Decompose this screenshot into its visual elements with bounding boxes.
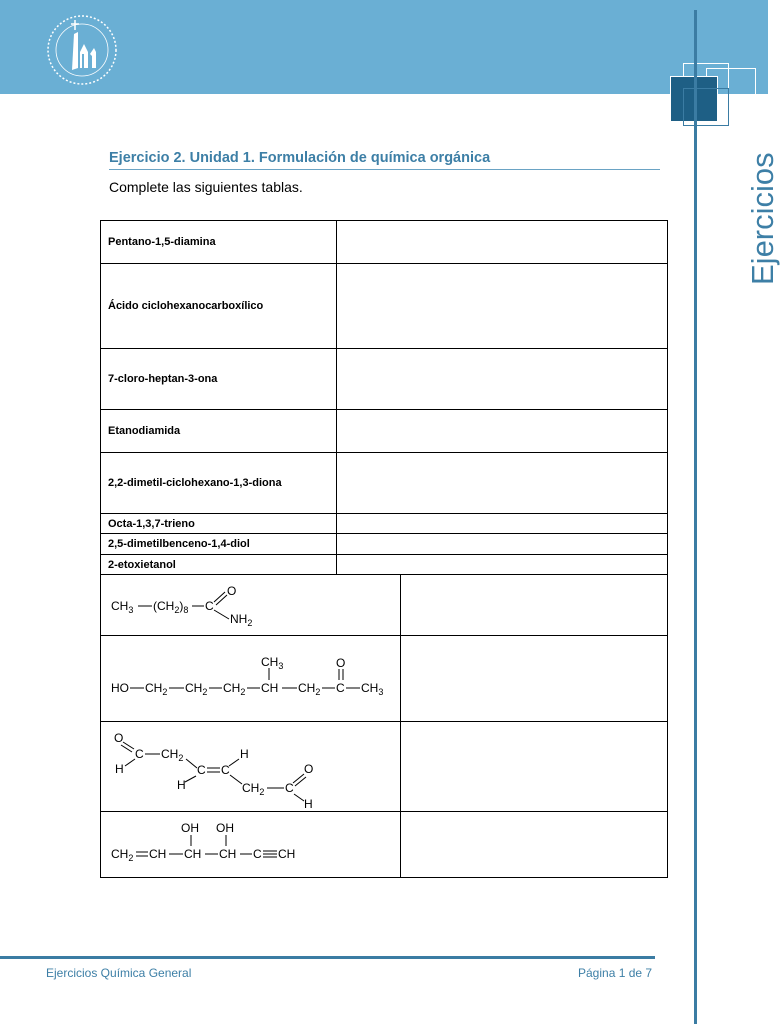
table-row: [101, 514, 668, 534]
compound-name: Pentano-1,5-diamina: [101, 221, 337, 264]
svg-text:C: C: [221, 763, 230, 777]
table-row: [101, 221, 668, 264]
svg-text:H: H: [304, 797, 313, 811]
structural-formula-hexenynediol: [101, 812, 400, 877]
compound-name: 2-etoxietanol: [101, 555, 337, 575]
structures-table: [100, 574, 668, 878]
svg-text:CH3: $CH_3$: [261, 655, 284, 671]
svg-text:CH3: $CH_3$: [361, 681, 384, 697]
answer-cell[interactable]: [401, 812, 668, 878]
footer-document-title: Ejercicios Química General: [46, 966, 192, 980]
svg-text:H: H: [240, 747, 249, 761]
svg-text:CH3: $CH_3$: [111, 599, 134, 615]
answer-cell[interactable]: [337, 555, 668, 575]
svg-text:CH2: $CH_2$: [223, 681, 246, 697]
university-seal-logo: [44, 12, 120, 88]
table-row: [101, 555, 668, 575]
svg-text:C: C: [336, 681, 345, 695]
table-row: [101, 534, 668, 555]
svg-text:CH2: $CH_2$: [145, 681, 168, 697]
structure-cell: [101, 812, 401, 878]
answer-cell[interactable]: [337, 349, 668, 410]
answer-cell[interactable]: [337, 514, 668, 534]
compound-name: 2,5-dimetilbenceno-1,4-diol: [101, 534, 337, 555]
svg-text:OH: OH: [181, 821, 199, 835]
structural-formula-hexenedial: [101, 722, 400, 811]
compound-name: 2,2-dimetil-ciclohexano-1,3-diona: [101, 453, 337, 514]
table-row: [101, 349, 668, 410]
svg-text:CH: CH: [219, 847, 237, 861]
svg-text:CH2: $CH_2$: [161, 747, 184, 763]
answer-cell[interactable]: [337, 221, 668, 264]
compound-name: 7-cloro-heptan-3-ona: [101, 349, 337, 410]
table-row: [101, 636, 668, 722]
svg-text:C: C: [135, 747, 144, 761]
answer-cell[interactable]: [337, 453, 668, 514]
svg-text:(CH2)8: $(CH_2)_8$: [153, 599, 189, 615]
svg-text:C: C: [197, 763, 206, 777]
svg-text:H: H: [115, 762, 124, 776]
table-row: [101, 575, 668, 636]
compound-name: Etanodiamida: [101, 410, 337, 453]
svg-text:C: C: [285, 781, 294, 795]
compound-name: Octa-1,3,7-trieno: [101, 514, 337, 534]
structure-cell: [101, 722, 401, 812]
exercise-instruction: Complete las siguientes tablas.: [109, 179, 303, 195]
svg-text:CH: CH: [278, 847, 296, 861]
table-row: [101, 812, 668, 878]
svg-text:HO: HO: [111, 681, 129, 695]
svg-text:C: C: [205, 599, 214, 613]
names-table: [100, 220, 668, 575]
svg-text:CH2: $CH_2$: [242, 781, 265, 797]
svg-text:O: O: [304, 762, 314, 776]
answer-cell[interactable]: [337, 534, 668, 555]
decor-square-outline-3: [683, 88, 729, 126]
svg-text:O: O: [227, 584, 237, 598]
answer-cell[interactable]: [401, 722, 668, 812]
svg-text:H: H: [177, 778, 186, 792]
svg-text:CH2: $CH_2$: [185, 681, 208, 697]
answer-cell[interactable]: [401, 575, 668, 636]
side-vertical-line: [694, 10, 697, 1024]
table-row: [101, 410, 668, 453]
svg-text:CH: CH: [149, 847, 167, 861]
structure-cell: [101, 575, 401, 636]
answer-cell[interactable]: [401, 636, 668, 722]
structural-formula-hydroxyketone: [101, 636, 400, 721]
table-row: [101, 722, 668, 812]
table-row: [101, 264, 668, 349]
svg-text:C: C: [253, 847, 262, 861]
exercise-title: Ejercicio 2. Unidad 1. Formulación de química orgánica: [109, 150, 491, 166]
structure-cell: [101, 636, 401, 722]
answer-cell[interactable]: [337, 410, 668, 453]
structural-formula-decanamide: [101, 575, 400, 635]
footer-rule: [0, 956, 655, 959]
svg-text:CH: CH: [184, 847, 202, 861]
svg-text:O: O: [336, 656, 346, 670]
svg-text:O: O: [114, 731, 124, 745]
side-title: Ejercicios: [745, 152, 780, 285]
table-row: [101, 453, 668, 514]
svg-text:CH: CH: [261, 681, 279, 695]
answer-cell[interactable]: [337, 264, 668, 349]
svg-text:OH: OH: [216, 821, 234, 835]
title-underline: [109, 169, 660, 170]
footer-page-number: Página 1 de 7: [578, 966, 653, 980]
svg-text:CH2: $CH_2$: [111, 847, 134, 863]
compound-name: Ácido ciclohexanocarboxílico: [101, 264, 337, 349]
svg-text:CH2: $CH_2$: [298, 681, 321, 697]
svg-text:NH2: $NH_2$: [230, 612, 253, 628]
